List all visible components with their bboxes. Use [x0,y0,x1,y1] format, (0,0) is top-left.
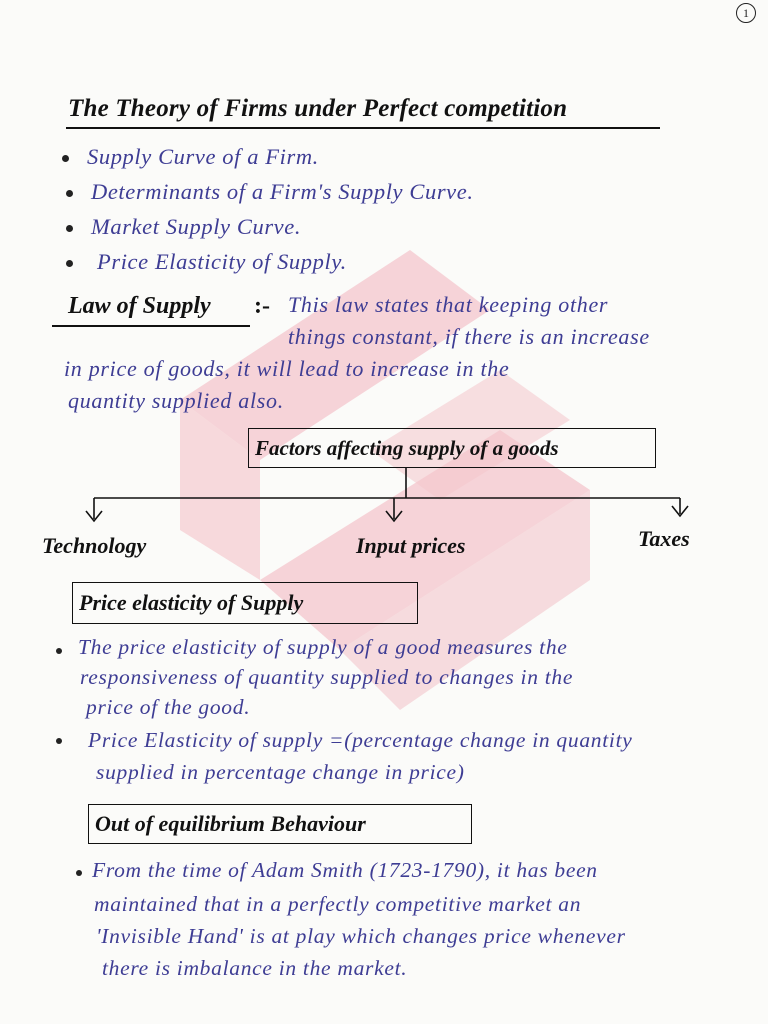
elasticity-formula-line: Price Elasticity of supply =(percentage change in quantity [88,728,633,752]
elasticity-text-line: price of the good. [86,695,251,719]
elasticity-text-line: The price elasticity of supply of a good measures the [78,635,568,659]
page-number: 1 [736,3,756,23]
bullet-dot [66,260,73,267]
law-text-line: quantity supplied also. [68,388,284,413]
topic-item: Determinants of a Firm's Supply Curve. [66,177,474,207]
equilibrium-text-line: 'Invisible Hand' is at play which changes price whenever [96,924,626,948]
law-text-line: This law states that keeping other [288,292,609,317]
bullet-dot [62,155,69,162]
bullet-dot [66,225,73,232]
factor-input-prices: Input prices [356,533,466,558]
elasticity-text-line: responsiveness of quantity supplied to changes in the [80,665,574,689]
bullet-dot [66,190,73,197]
factor-taxes: Taxes [638,526,690,551]
bullet-dot [56,738,62,744]
law-text-line: things constant, if there is an increase [288,324,650,349]
factors-heading-box: Factors affecting supply of a goods [248,428,656,468]
out-of-equilibrium-heading-box: Out of equilibrium Behaviour [88,804,472,844]
equilibrium-text-line: From the time of Adam Smith (1723-1790), it has been [92,858,598,882]
elasticity-formula-line: supplied in percentage change in price) [96,760,465,784]
factor-technology: Technology [42,533,147,558]
topic-item: Market Supply Curve. [66,212,301,242]
price-elasticity-heading-box: Price elasticity of Supply [72,582,418,624]
topic-item: Supply Curve of a Firm. [62,142,319,172]
bullet-dot [76,870,82,876]
law-separator: :- [254,293,270,319]
law-of-supply-heading: Law of Supply [68,293,211,319]
law-text-line: in price of goods, it will lead to increase in the [64,356,510,381]
equilibrium-text-line: there is imbalance in the market. [102,956,408,980]
bullet-dot [56,648,62,654]
equilibrium-text-line: maintained that in a perfectly competitive market an [94,892,582,916]
topic-item: Price Elasticity of Supply. [66,247,347,277]
law-heading-underline [52,325,250,327]
page-title: The Theory of Firms under Perfect competition [68,95,568,122]
title-underline [66,127,660,129]
